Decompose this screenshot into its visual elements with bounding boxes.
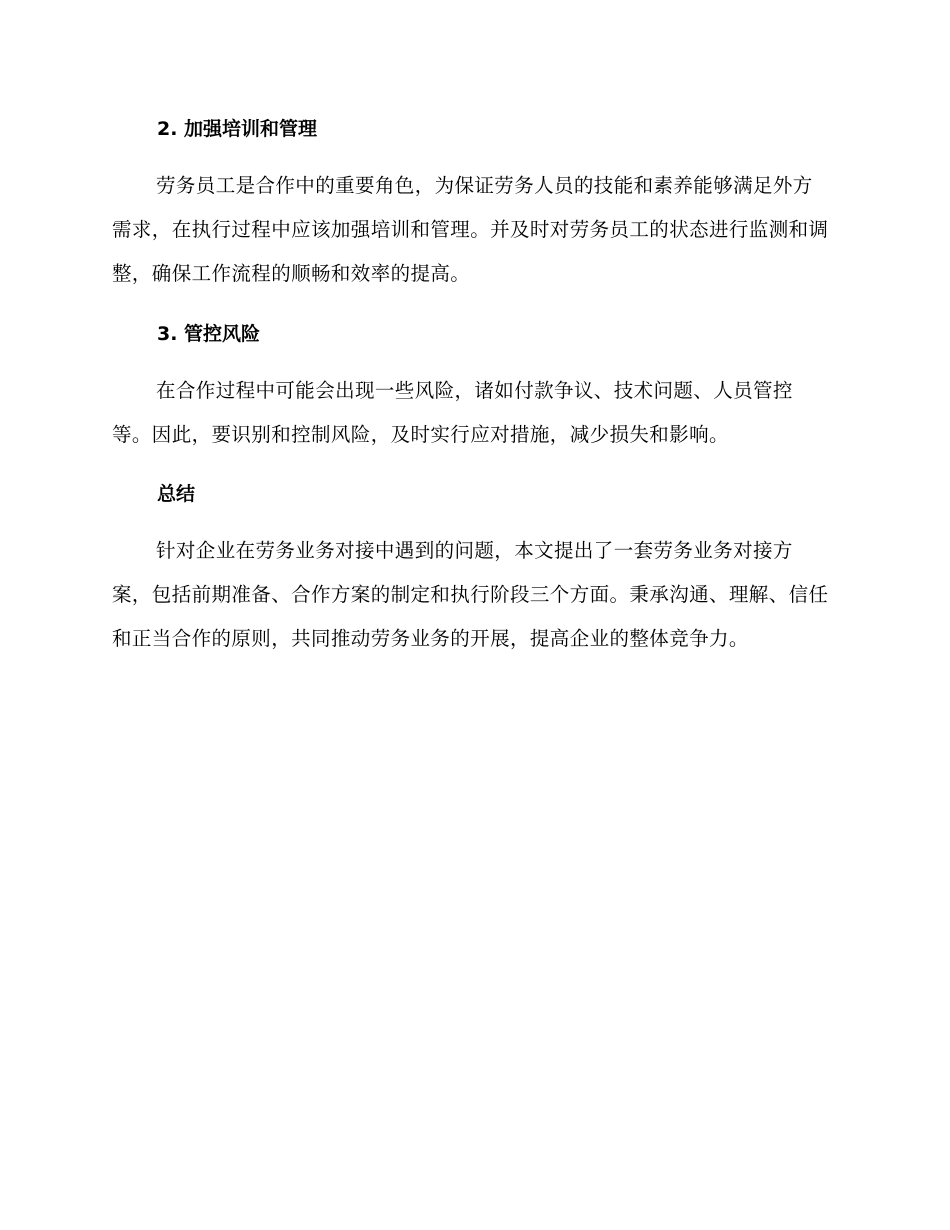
section-heading-training-management: 2. 加强培训和管理 bbox=[157, 118, 318, 140]
section-paragraph-training-management: 劳务员工是合作中的重要角色，为保证劳务人员的技能和素养能够满足外方需求，在执行过程中应该加强培训和管理。并及时对劳务员工的状态进行监测和调整，确保工作流程的顺畅和效率的提高。 bbox=[112, 174, 829, 285]
section-heading-risk-control: 3. 管控风险 bbox=[157, 323, 261, 345]
section-paragraph-summary: 针对企业在劳务业务对接中遇到的问题，本文提出了一套劳务业务对接方案，包括前期准备、合作方案的制定和执行阶段三个方面。秉承沟通、理解、信任和正当合作的原则，共同推动劳务业务的开展，提高企业的整体竞争力。 bbox=[112, 539, 829, 650]
section-heading-summary: 总结 bbox=[157, 483, 196, 505]
section-paragraph-risk-control: 在合作过程中可能会出现一些风险，诸如付款争议、技术问题、人员管控等。因此，要识别和控制风险，及时实行应对措施，减少损失和影响。 bbox=[112, 379, 793, 446]
